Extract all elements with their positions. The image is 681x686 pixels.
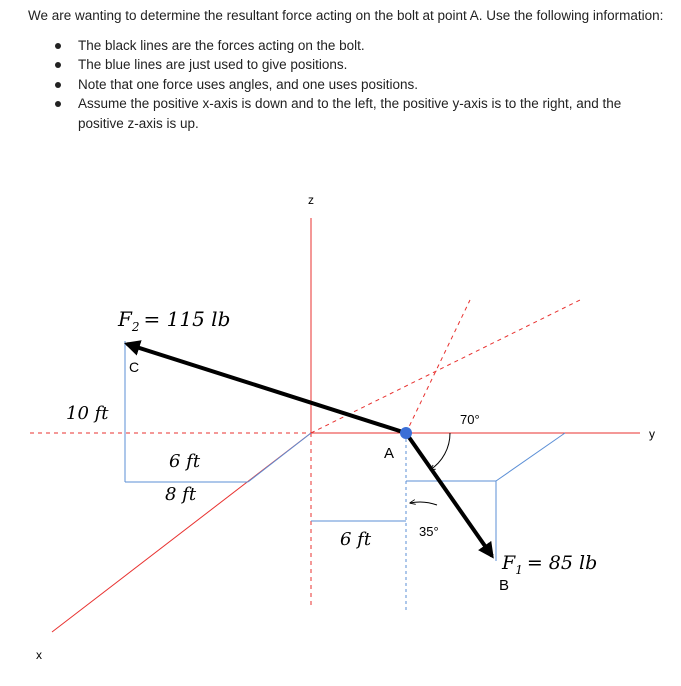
angle-35: 35° — [419, 524, 439, 539]
guide-parallelogram-right — [496, 433, 565, 481]
point-label-a: A — [384, 445, 395, 462]
axis-label-x: x — [36, 648, 42, 662]
x-axis-negative-dashed — [311, 300, 580, 433]
point-label-b: B — [499, 577, 510, 594]
f1-label: $F_1 = 85$ lb — [502, 552, 598, 577]
list-item: Note that one force uses angles, and one uses positions. — [28, 75, 668, 95]
point-label-c: C — [129, 359, 140, 375]
dim-6ft-diagonal: 6 ft — [169, 451, 201, 472]
arc-70 — [430, 433, 450, 470]
list-item: Assume the positive x-axis is down and to the left, the positive y-axis is to the right, and the positive z-axis is up. — [28, 94, 668, 133]
intro-lead: We are wanting to determine the resultant force acting on the bolt at point A. Use the following information: — [28, 8, 664, 23]
axis-label-y: y — [649, 427, 655, 441]
angle-70: 70° — [460, 412, 480, 427]
f2-label: $F_2 = 115$ lb — [118, 307, 231, 334]
list-item: The black lines are the forces acting on the bolt. — [28, 36, 668, 56]
dim-10ft: 10 ft — [66, 403, 109, 424]
guide-6ft-diagonal — [248, 433, 311, 482]
arc-35 — [410, 502, 437, 505]
force-f2 — [127, 344, 406, 433]
dim-6ft-horizontal: 6 ft — [340, 529, 372, 550]
point-a-bolt — [400, 427, 412, 439]
position-guides — [125, 341, 565, 610]
list-item: The blue lines are just used to give positions. — [28, 55, 668, 75]
axis-label-z: z — [308, 193, 314, 207]
dim-8ft: 8 ft — [165, 484, 197, 505]
